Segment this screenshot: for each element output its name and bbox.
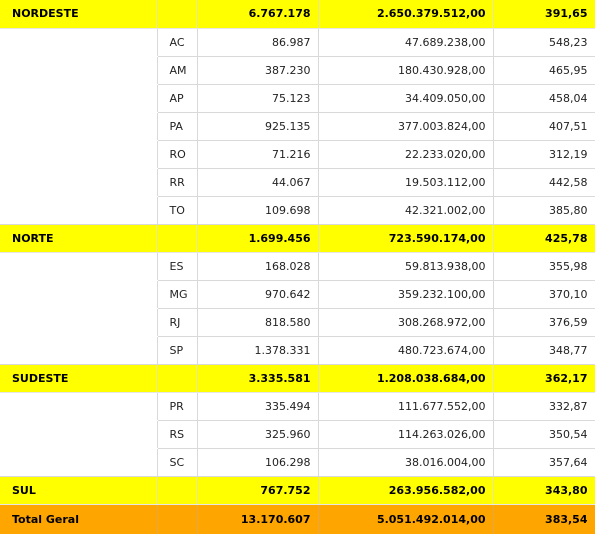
- amount-cell: 38.016.004,00: [318, 448, 493, 476]
- amount-cell: 480.723.674,00: [318, 336, 493, 364]
- state-code-cell: AC: [157, 28, 197, 56]
- population-cell: 44.067: [197, 168, 318, 196]
- state-row: [0, 252, 595, 280]
- amount-cell: 308.268.972,00: [318, 308, 493, 336]
- region-spacer-cell: [0, 56, 157, 84]
- population-cell: 767.752: [197, 476, 318, 504]
- amount-cell: 180.430.928,00: [318, 56, 493, 84]
- state-row: [0, 448, 595, 476]
- state-code-cell: PA: [157, 112, 197, 140]
- per-capita-cell: 312,19: [493, 140, 595, 168]
- amount-cell: 359.232.100,00: [318, 280, 493, 308]
- state-row: [0, 336, 595, 364]
- state-code-cell: SP: [157, 336, 197, 364]
- region-name-cell: SUL: [0, 476, 157, 504]
- region-spacer-cell: [0, 112, 157, 140]
- per-capita-cell: 465,95: [493, 56, 595, 84]
- population-cell: 3.335.581: [197, 364, 318, 392]
- state-row: [0, 140, 595, 168]
- amount-cell: 59.813.938,00: [318, 252, 493, 280]
- state-code-cell: RJ: [157, 308, 197, 336]
- per-capita-cell: 383,54: [493, 504, 595, 534]
- amount-cell: 377.003.824,00: [318, 112, 493, 140]
- state-spacer-cell: [157, 504, 197, 534]
- population-cell: 13.170.607: [197, 504, 318, 534]
- state-row: [0, 392, 595, 420]
- per-capita-cell: 442,58: [493, 168, 595, 196]
- per-capita-cell: 548,23: [493, 28, 595, 56]
- state-code-cell: AM: [157, 56, 197, 84]
- amount-cell: 5.051.492.014,00: [318, 504, 493, 534]
- per-capita-cell: 348,77: [493, 336, 595, 364]
- state-code-cell: ES: [157, 252, 197, 280]
- state-row: [0, 280, 595, 308]
- population-cell: 86.987: [197, 28, 318, 56]
- population-cell: 109.698: [197, 196, 318, 224]
- region-row: [0, 0, 595, 28]
- amount-cell: 34.409.050,00: [318, 84, 493, 112]
- per-capita-cell: 357,64: [493, 448, 595, 476]
- population-cell: 1.699.456: [197, 224, 318, 252]
- region-row: [0, 224, 595, 252]
- per-capita-cell: 391,65: [493, 0, 595, 28]
- population-cell: 387.230: [197, 56, 318, 84]
- region-spacer-cell: [0, 280, 157, 308]
- state-code-cell: PR: [157, 392, 197, 420]
- region-spacer-cell: [0, 84, 157, 112]
- population-cell: 168.028: [197, 252, 318, 280]
- total-row: [0, 504, 595, 534]
- region-spacer-cell: [0, 252, 157, 280]
- state-code-cell: AP: [157, 84, 197, 112]
- region-row: [0, 364, 595, 392]
- population-cell: 6.767.178: [197, 0, 318, 28]
- per-capita-cell: 343,80: [493, 476, 595, 504]
- state-row: [0, 420, 595, 448]
- region-spacer-cell: [0, 308, 157, 336]
- state-spacer-cell: [157, 0, 197, 28]
- population-cell: 75.123: [197, 84, 318, 112]
- region-row: [0, 476, 595, 504]
- total-label-cell: Total Geral: [0, 504, 157, 534]
- state-code-cell: RR: [157, 168, 197, 196]
- amount-cell: 723.590.174,00: [318, 224, 493, 252]
- population-cell: 1.378.331: [197, 336, 318, 364]
- region-spacer-cell: [0, 196, 157, 224]
- state-row: [0, 84, 595, 112]
- region-spacer-cell: [0, 392, 157, 420]
- state-spacer-cell: [157, 224, 197, 252]
- region-spacer-cell: [0, 448, 157, 476]
- per-capita-cell: 458,04: [493, 84, 595, 112]
- amount-cell: 114.263.026,00: [318, 420, 493, 448]
- amount-cell: 22.233.020,00: [318, 140, 493, 168]
- region-spacer-cell: [0, 140, 157, 168]
- population-cell: 71.216: [197, 140, 318, 168]
- population-cell: 325.960: [197, 420, 318, 448]
- per-capita-cell: 350,54: [493, 420, 595, 448]
- per-capita-cell: 385,80: [493, 196, 595, 224]
- amount-cell: 1.208.038.684,00: [318, 364, 493, 392]
- region-name-cell: SUDESTE: [0, 364, 157, 392]
- amount-cell: 42.321.002,00: [318, 196, 493, 224]
- amount-cell: 111.677.552,00: [318, 392, 493, 420]
- region-spacer-cell: [0, 168, 157, 196]
- amount-cell: 263.956.582,00: [318, 476, 493, 504]
- state-row: [0, 168, 595, 196]
- per-capita-cell: 425,78: [493, 224, 595, 252]
- population-cell: 818.580: [197, 308, 318, 336]
- region-spacer-cell: [0, 28, 157, 56]
- per-capita-cell: 370,10: [493, 280, 595, 308]
- state-row: [0, 112, 595, 140]
- per-capita-cell: 407,51: [493, 112, 595, 140]
- state-row: [0, 56, 595, 84]
- amount-cell: 2.650.379.512,00: [318, 0, 493, 28]
- per-capita-cell: 332,87: [493, 392, 595, 420]
- state-row: [0, 28, 595, 56]
- state-code-cell: TO: [157, 196, 197, 224]
- state-code-cell: RO: [157, 140, 197, 168]
- state-code-cell: MG: [157, 280, 197, 308]
- population-cell: 106.298: [197, 448, 318, 476]
- amount-cell: 19.503.112,00: [318, 168, 493, 196]
- region-name-cell: NORTE: [0, 224, 157, 252]
- state-code-cell: SC: [157, 448, 197, 476]
- population-cell: 335.494: [197, 392, 318, 420]
- region-name-cell: NORDESTE: [0, 0, 157, 28]
- per-capita-cell: 362,17: [493, 364, 595, 392]
- population-cell: 970.642: [197, 280, 318, 308]
- state-row: [0, 196, 595, 224]
- state-spacer-cell: [157, 476, 197, 504]
- state-spacer-cell: [157, 364, 197, 392]
- state-code-cell: RS: [157, 420, 197, 448]
- region-spacer-cell: [0, 420, 157, 448]
- amount-cell: 47.689.238,00: [318, 28, 493, 56]
- state-row: [0, 308, 595, 336]
- population-cell: 925.135: [197, 112, 318, 140]
- per-capita-cell: 355,98: [493, 252, 595, 280]
- per-capita-cell: 376,59: [493, 308, 595, 336]
- region-spacer-cell: [0, 336, 157, 364]
